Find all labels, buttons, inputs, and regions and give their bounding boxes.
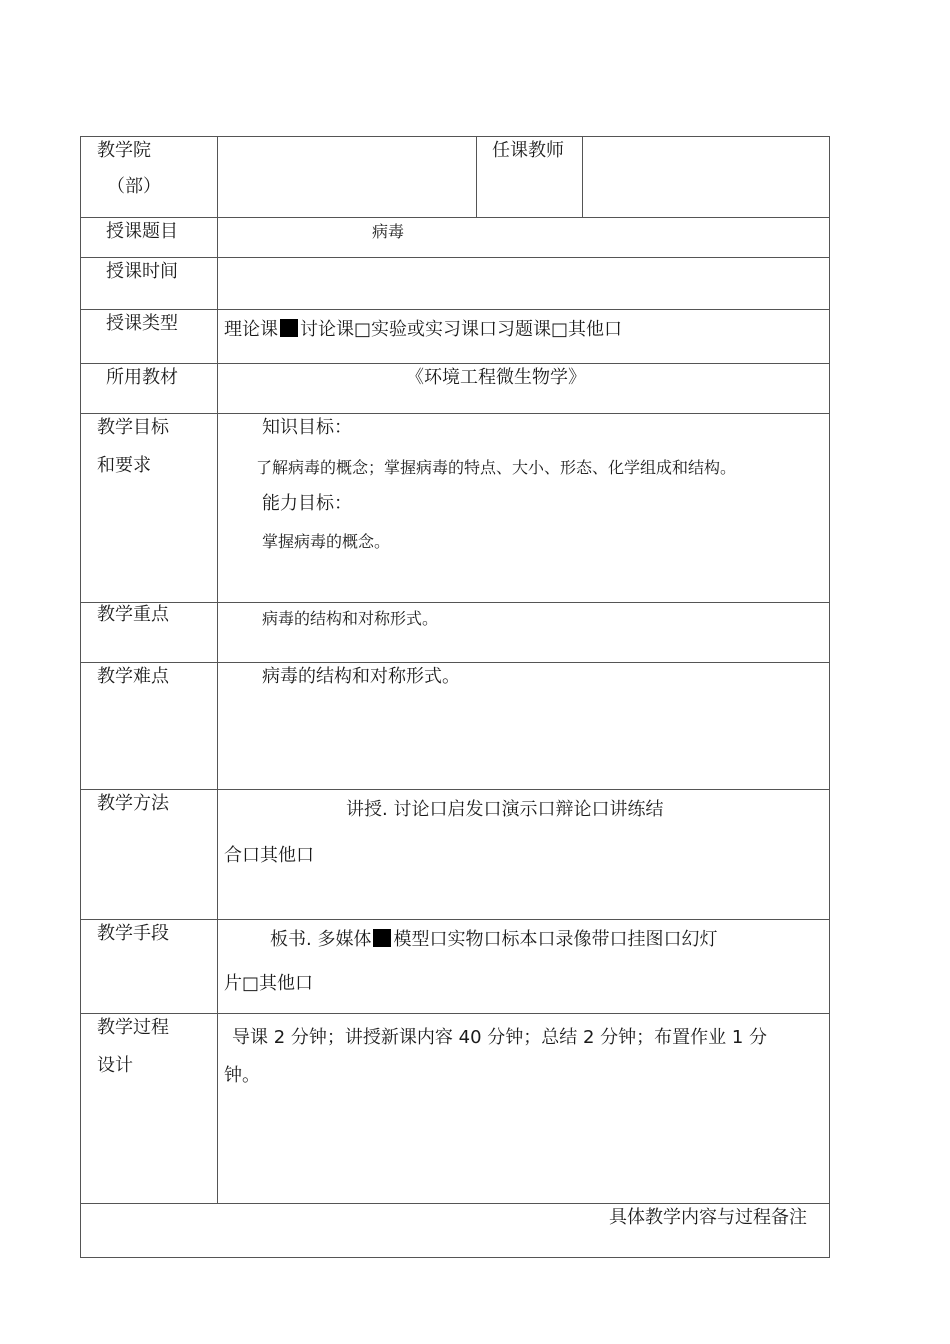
goals-value-cell	[218, 414, 829, 602]
process-label-line1: 教学过程	[97, 1017, 169, 1038]
teacher-label: 任课教师	[492, 140, 564, 161]
process-label-line2: 设计	[97, 1055, 133, 1076]
teacher-label-cell	[477, 137, 583, 217]
means-label: 教学手段	[97, 923, 169, 944]
type-options	[224, 318, 622, 342]
time-label: 授课时间	[106, 261, 178, 282]
row-topic	[81, 217, 829, 257]
row-process	[81, 1013, 829, 1203]
checked-box-icon	[373, 929, 391, 947]
topic-label-cell	[81, 218, 218, 257]
college-label-line2: （部）	[107, 176, 161, 197]
type-label-cell	[81, 310, 218, 363]
key-points-label: 教学重点	[97, 604, 169, 625]
row-textbook	[81, 363, 829, 413]
college-label-cell	[81, 137, 218, 217]
textbook-value-cell	[218, 364, 829, 413]
methods-label: 教学方法	[97, 793, 169, 814]
means-line1	[270, 928, 717, 952]
process-label-cell	[81, 1014, 218, 1203]
knowledge-goal-title: 知识目标：	[262, 417, 352, 438]
college-value-cell	[218, 137, 477, 217]
row-college	[81, 137, 829, 217]
means-value-cell	[218, 920, 829, 1013]
row-footer	[81, 1203, 829, 1257]
row-type	[81, 309, 829, 363]
textbook-label-cell	[81, 364, 218, 413]
type-theory-label: 理论课	[224, 319, 278, 340]
topic-value-cell	[218, 218, 829, 257]
process-value-cell	[218, 1014, 829, 1203]
methods-line2: 合口其他口	[224, 845, 314, 866]
time-label-cell	[81, 258, 218, 309]
knowledge-goal-text: 了解病毒的概念；掌握病毒的特点、大小、形态、化学组成和结构。	[256, 458, 737, 477]
means-line2: 片□其他口	[224, 973, 314, 994]
topic-label: 授课题目	[106, 221, 178, 242]
key-points-value: 病毒的结构和对称形式。	[262, 609, 439, 628]
means-label-cell	[81, 920, 218, 1013]
teacher-value-cell	[583, 137, 829, 217]
goals-label-line2: 和要求	[97, 455, 151, 476]
row-goals	[81, 413, 829, 602]
key-points-label-cell	[81, 603, 218, 662]
means-line1-part2: 模型口实物口标本口录像带口挂图口幻灯	[393, 929, 718, 950]
methods-label-cell	[81, 790, 218, 919]
row-key-points	[81, 602, 829, 662]
footer-note: 具体教学内容与过程备注	[609, 1207, 807, 1228]
college-label-line1: 教学院	[97, 140, 151, 161]
textbook-label: 所用教材	[106, 367, 178, 388]
difficulties-value-cell	[218, 663, 829, 789]
type-label: 授课类型	[106, 313, 178, 334]
process-line2: 钟。	[224, 1065, 260, 1086]
difficulties-label: 教学难点	[97, 666, 169, 687]
type-value-cell	[218, 310, 829, 363]
difficulties-label-cell	[81, 663, 218, 789]
row-time	[81, 257, 829, 309]
goals-label-cell	[81, 414, 218, 602]
process-line1: 导课 2 分钟；讲授新课内容 40 分钟；总结 2 分钟；布置作业 1 分	[232, 1027, 768, 1048]
type-other-options: 讨论课□实验或实习课口习题课□其他口	[300, 319, 623, 340]
ability-goal-text: 掌握病毒的概念。	[262, 532, 391, 551]
methods-value-cell	[218, 790, 829, 919]
ability-goal-title: 能力目标：	[262, 493, 352, 514]
methods-line1: 讲授. 讨论口启发口演示口辩论口讲练结	[346, 799, 664, 820]
row-methods	[81, 789, 829, 919]
means-line1-part1: 板书. 多媒体	[270, 929, 372, 950]
difficulties-value: 病毒的结构和对称形式。	[262, 666, 460, 687]
time-value-cell	[218, 258, 829, 309]
lesson-plan-table	[80, 136, 830, 1258]
row-difficulties	[81, 662, 829, 789]
checked-box-icon	[280, 319, 298, 337]
goals-label-line1: 教学目标	[97, 417, 169, 438]
key-points-value-cell	[218, 603, 829, 662]
textbook-value: 《环境工程微生物学》	[406, 367, 586, 388]
row-means	[81, 919, 829, 1013]
topic-value: 病毒	[372, 222, 405, 241]
